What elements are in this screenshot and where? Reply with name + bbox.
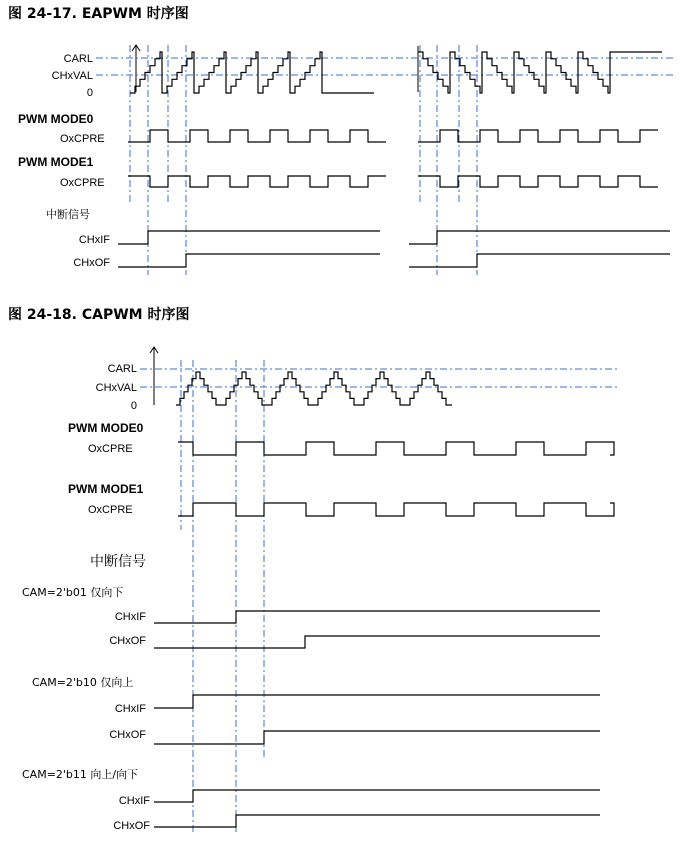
figure1-chxif-waveform-right [409, 231, 670, 244]
figure2-mode0-waveform [178, 442, 614, 455]
figure2-case3-label: CAM=2'b11 向上/向下 [22, 768, 139, 781]
figure1-counter-axis [132, 45, 418, 92]
figure2-case1-chxif-label: CHxIF [114, 611, 146, 623]
figure2-case3-chxif-waveform [154, 790, 600, 802]
figure2-case2-label: CAM=2'b10 仅向上 [32, 676, 134, 689]
figure2-mode0-ocpre-label: OxCPRE [88, 443, 133, 455]
figure1-zero-label: 0 [86, 87, 93, 99]
figure2-mode1-label: PWM MODE1 [68, 482, 144, 496]
figure2-case3-chxif-label: CHxIF [118, 795, 150, 807]
figure1-mode0-ocpre-label: OxCPRE [60, 133, 105, 145]
figure1-mode0-label: PWM MODE0 [18, 112, 94, 126]
figure2-counter-triangle [176, 372, 452, 405]
figure1-chxof-label: CHxOF [73, 257, 110, 269]
figure1-chxof-waveform-right [409, 254, 670, 267]
figure2-zero-label: 0 [130, 400, 137, 412]
figure2-counter-axis [150, 347, 158, 405]
figure2-case2-chxof-waveform [154, 731, 600, 744]
figure2-case1-chxof-waveform [154, 636, 600, 648]
figure1-mode1-ocpre-label: OxCPRE [60, 177, 105, 189]
figure2-mode1-waveform [178, 503, 614, 516]
figure2-case1-label: CAM=2'b01 仅向下 [22, 586, 124, 599]
figure1-chxif-waveform-left [118, 231, 380, 244]
figure1-mode1-label: PWM MODE1 [18, 155, 94, 169]
figure1-carl-label: CARL [63, 53, 93, 65]
figure2-case3-chxof-label: CHxOF [113, 820, 150, 832]
figure1-title: 图 24-17. EAPWM 时序图 [8, 6, 189, 22]
figure2-case2-chxif-label: CHxIF [114, 703, 146, 715]
figure2-case1-chxof-label: CHxOF [109, 635, 146, 647]
figure2-case2-chxif-waveform [154, 695, 600, 708]
figure2-interrupt-heading: 中断信号 [90, 554, 146, 570]
figure1-chxof-waveform-left [118, 254, 380, 267]
figure2-chxval-label: CHxVAL [95, 382, 137, 394]
figure1-mode1-waveform-left [128, 176, 386, 187]
figure1-mode1-waveform-right [418, 176, 658, 187]
figure2-carl-label: CARL [107, 363, 137, 375]
figure1-mode0-waveform-right [418, 130, 658, 142]
figure2-guide-lines [140, 360, 620, 832]
figure2-case2-chxof-label: CHxOF [109, 729, 146, 741]
figure2-mode1-ocpre-label: OxCPRE [88, 504, 133, 516]
figure2-case3-chxof-waveform [154, 815, 600, 827]
figure1-chxval-label: CHxVAL [51, 70, 93, 82]
figure1-chxif-label: CHxIF [78, 234, 110, 246]
figure1-mode0-waveform-left [128, 130, 386, 142]
figure2-mode0-label: PWM MODE0 [68, 421, 144, 435]
figure2-case1-chxif-waveform [154, 611, 600, 623]
figure2-title: 图 24-18. CAPWM 时序图 [8, 307, 190, 323]
figure1-guide-lines [96, 45, 675, 275]
figure1-interrupt-heading: 中断信号 [46, 208, 90, 221]
